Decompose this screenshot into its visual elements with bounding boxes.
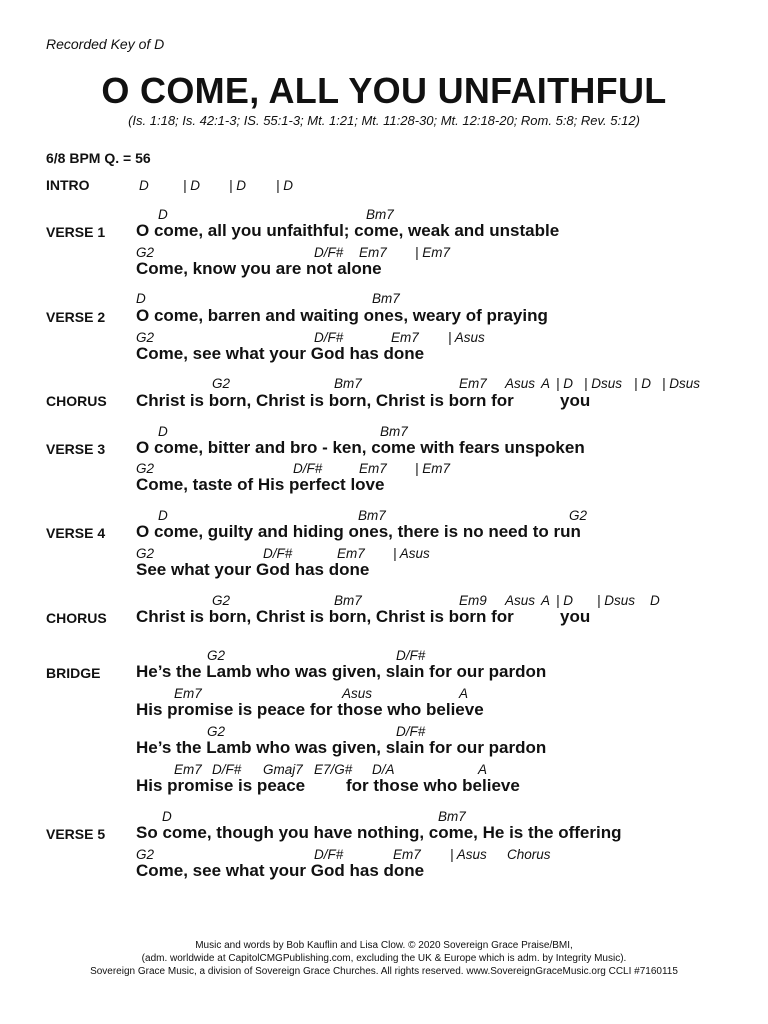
section-label-verse-4: VERSE 4 xyxy=(46,525,106,541)
chord: Em9 xyxy=(459,593,487,608)
section-label-verse-2: VERSE 2 xyxy=(46,309,106,325)
lyric-line: He’s the Lamb who was given, slain for our pardon xyxy=(136,662,547,681)
chord: | D xyxy=(183,178,201,193)
recorded-key: Recorded Key of D xyxy=(46,36,165,52)
scripture-references: (Is. 1:18; Is. 42:1-3; IS. 55:1-3; Mt. 1:21; Mt. 11:28-30; Mt. 12:18-20; Rom. 5:8; Rev. 5:12) xyxy=(128,113,640,128)
chord: A xyxy=(541,376,551,391)
lyric-line: Come, know you are not alone xyxy=(136,259,382,278)
chord: | D xyxy=(229,178,247,193)
section-label-chorus: CHORUS xyxy=(46,393,107,409)
chord: A xyxy=(541,593,551,608)
chord: G2 xyxy=(136,546,155,561)
lyric-word: you xyxy=(560,607,591,626)
chord: G2 xyxy=(569,508,588,523)
section-label-verse-5: VERSE 5 xyxy=(46,826,106,842)
chord: Em7 xyxy=(337,546,365,561)
chord: | Dsus xyxy=(597,593,636,608)
song-title: O COME, ALL YOU UNFAITHFUL xyxy=(101,70,667,111)
lyric-line: for those who believe xyxy=(346,776,520,795)
chord: | Asus xyxy=(393,546,430,561)
chord: G2 xyxy=(212,376,231,391)
chord: D/F# xyxy=(396,648,426,663)
chord: | D xyxy=(556,376,574,391)
copyright-line-2: (adm. worldwide at CapitolCMGPublishing.com, excluding the UK & Europe which is adm. by Integrity Music). xyxy=(141,953,627,964)
chord: Bm7 xyxy=(380,424,408,439)
lyric-line: He’s the Lamb who was given, slain for our pardon xyxy=(136,738,547,757)
chord: D xyxy=(139,178,149,193)
lyric-line: See what your God has done xyxy=(136,560,370,579)
chord: D xyxy=(136,291,146,306)
chord: G2 xyxy=(136,847,155,862)
chord: Chorus xyxy=(507,847,551,862)
lyric-line: Come, taste of His perfect love xyxy=(136,475,385,494)
chord: G2 xyxy=(207,724,226,739)
chord: D/F# xyxy=(314,847,344,862)
tempo-marking: 6/8 BPM Q. = 56 xyxy=(46,150,151,166)
lyric-line: His promise is peace for those who believe xyxy=(136,700,484,719)
chord: Bm7 xyxy=(438,809,466,824)
chord: D xyxy=(158,207,168,222)
chord: | Em7 xyxy=(415,461,451,476)
chord: | D xyxy=(634,376,652,391)
chord: D/F# xyxy=(314,330,344,345)
lyric-line: His promise is peace xyxy=(136,776,306,795)
chord: Em7 xyxy=(459,376,487,391)
copyright-line-1: Music and words by Bob Kauflin and Lisa Clow. © 2020 Sovereign Grace Praise/BMI, xyxy=(195,940,573,951)
lyric-word: you xyxy=(560,391,591,410)
chord: Asus xyxy=(505,593,536,608)
copyright-line-3: Sovereign Grace Music, a division of Sovereign Grace Churches. All rights reserved. www.SovereignGraceMusic.org CCLI #7160115 xyxy=(90,966,678,977)
chord: G2 xyxy=(136,330,155,345)
lyric-line: O come, all you unfaithful; come, weak and unstable xyxy=(136,221,560,240)
lyric-line: Christ is born, Christ is born, Christ is born for xyxy=(136,607,514,626)
lyric-line: So come, though you have nothing, come, He is the offering xyxy=(136,823,622,842)
section-label-intro: INTRO xyxy=(46,177,90,193)
chord: Em7 xyxy=(359,245,387,260)
chord: G2 xyxy=(136,461,155,476)
lyric-line: O come, bitter and bro - ken, come with fears unspoken xyxy=(136,438,585,457)
chord: | Dsus xyxy=(662,376,701,391)
chord: | Em7 xyxy=(415,245,451,260)
chord: D/F# xyxy=(293,461,323,476)
section-label-bridge: BRIDGE xyxy=(46,665,101,681)
chord: Gmaj7 xyxy=(263,762,303,777)
chord: Bm7 xyxy=(372,291,400,306)
chord: Bm7 xyxy=(358,508,386,523)
chord: Bm7 xyxy=(334,376,362,391)
chord: | Asus xyxy=(448,330,485,345)
chord: Em7 xyxy=(359,461,387,476)
chord: D/F# xyxy=(212,762,242,777)
lyric-line: Christ is born, Christ is born, Christ is born for xyxy=(136,391,514,410)
chord: G2 xyxy=(207,648,226,663)
section-label-chorus: CHORUS xyxy=(46,610,107,626)
lyric-line: O come, guilty and hiding ones, there is no need to run xyxy=(136,522,581,541)
chord: Em7 xyxy=(393,847,421,862)
chord: Em7 xyxy=(391,330,419,345)
chord: | D xyxy=(556,593,574,608)
chord: A xyxy=(459,686,469,701)
lyric-line: O come, barren and waiting ones, weary of praying xyxy=(136,306,548,325)
chord: G2 xyxy=(212,593,231,608)
chord: Asus xyxy=(505,376,536,391)
chord: D/A xyxy=(372,762,395,777)
chord: | Asus xyxy=(450,847,487,862)
section-label-verse-1: VERSE 1 xyxy=(46,224,106,240)
chord: G2 xyxy=(136,245,155,260)
chord: D xyxy=(158,424,168,439)
chord: Bm7 xyxy=(366,207,394,222)
section-label-verse-3: VERSE 3 xyxy=(46,441,106,457)
chord: D/F# xyxy=(263,546,293,561)
chord: D xyxy=(650,593,660,608)
chord: | Dsus xyxy=(584,376,623,391)
chord: E7/G# xyxy=(314,762,353,777)
chord: Asus xyxy=(342,686,373,701)
chord: A xyxy=(478,762,488,777)
chord: Em7 xyxy=(174,762,202,777)
chord: D xyxy=(162,809,172,824)
lyric-line: Come, see what your God has done xyxy=(136,344,425,363)
chord: D xyxy=(158,508,168,523)
chord: D/F# xyxy=(396,724,426,739)
chord: Bm7 xyxy=(334,593,362,608)
lyric-line: Come, see what your God has done xyxy=(136,861,425,880)
chord: D/F# xyxy=(314,245,344,260)
chord: Em7 xyxy=(174,686,202,701)
chord: | D xyxy=(276,178,294,193)
